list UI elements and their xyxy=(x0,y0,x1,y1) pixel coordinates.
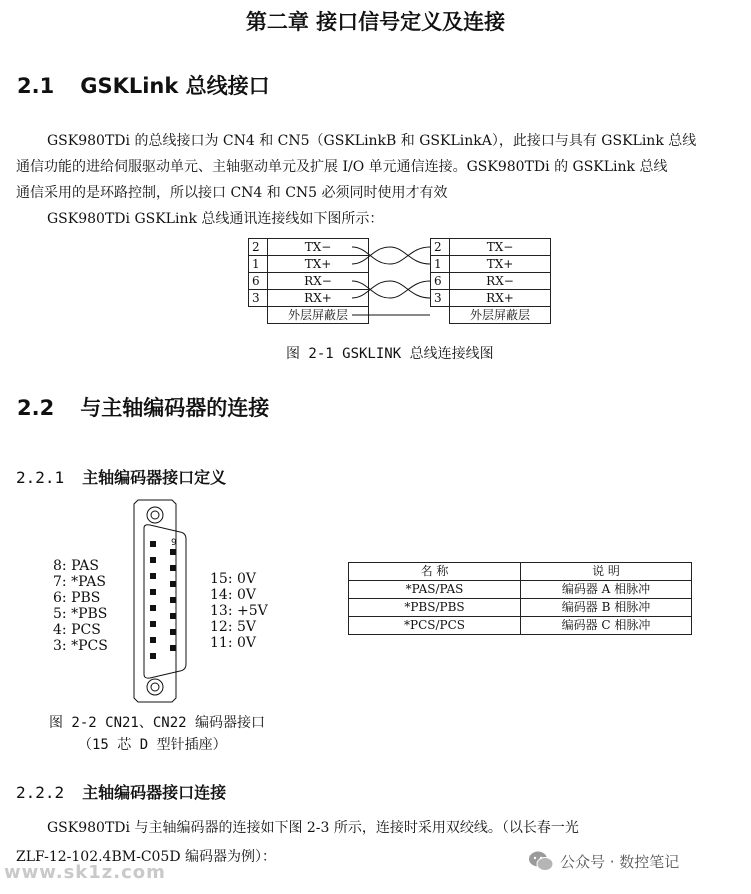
pin-label: 12: 5V xyxy=(210,619,256,635)
section-number: 2.2.2 xyxy=(16,783,65,802)
section-title: 主轴编码器接口连接 xyxy=(82,783,227,802)
pin-number: 6 xyxy=(431,273,450,290)
section-title: 主轴编码器接口定义 xyxy=(82,468,227,487)
paragraph-line: 通信采用的是环路控制，所以接口 CN4 和 CN5 必须同时使用才有效 xyxy=(16,185,448,201)
figure-caption: 图 2-2 CN21、CN22 编码器接口 xyxy=(49,715,266,731)
table-row xyxy=(349,581,692,599)
section-number: 2.2 xyxy=(17,396,55,420)
table-row xyxy=(349,617,692,635)
pin-label: 5: *PBS xyxy=(53,606,108,622)
db15-connector-icon xyxy=(120,498,210,708)
pin-number: 1 xyxy=(431,256,450,273)
pin-label: 14: 0V xyxy=(210,587,256,603)
pin-signal: TX+ xyxy=(268,256,369,273)
pin-label: 8: PAS xyxy=(53,558,99,574)
wechat-icon xyxy=(528,850,554,872)
section-2-2-1-heading xyxy=(16,465,226,488)
paragraph-line: 通信功能的进给伺服驱动单元、主轴驱动单元及扩展 I/O 单元通信连接。GSK980TDi 的 GSKLink 总线 xyxy=(16,159,668,175)
shield-cell: 外层屏蔽层 xyxy=(450,307,551,324)
pin-label: 7: *PAS xyxy=(53,574,106,590)
pin-number: 3 xyxy=(431,290,450,307)
paragraph-line: GSK980TDi 与主轴编码器的连接如下图 2-3 所示，连接时采用双绞线。（以长春一光 xyxy=(47,820,579,836)
pin-label: 3: *PCS xyxy=(53,638,108,654)
pin-signal: RX− xyxy=(268,273,369,290)
section-2-2-2-heading xyxy=(16,780,226,803)
pin-label: 6: PBS xyxy=(53,590,101,606)
pin-signal: TX− xyxy=(450,239,551,256)
pin-label: 15: 0V xyxy=(210,571,256,587)
column-header: 说 明 xyxy=(521,563,692,581)
section-title: 与主轴编码器的连接 xyxy=(80,396,270,420)
section-number: 2.1 xyxy=(17,74,55,98)
watermark xyxy=(528,850,679,872)
site-watermark: www.sk1z.com xyxy=(4,862,166,883)
paragraph-line: ZLF-12-102.4BM-C05D 编码器为例）： xyxy=(16,849,277,865)
table-cell: 编码器 B 相脉冲 xyxy=(521,599,692,617)
table-header-row xyxy=(349,563,692,581)
figure-caption: 图 2-1 GSKLINK 总线连接线图 xyxy=(286,346,494,362)
pin-label: 11: 0V xyxy=(210,635,256,651)
section-title: GSKLink 总线接口 xyxy=(80,74,270,98)
pin-number-label: 9 xyxy=(171,538,177,548)
pin-label: 13: +5V xyxy=(210,603,268,619)
paragraph-line: GSK980TDi GSKLink 总线通讯连接线如下图所示： xyxy=(47,211,384,227)
pin-number: 6 xyxy=(249,273,268,290)
table-row xyxy=(349,599,692,617)
chapter-title: 第二章 接口信号定义及连接 xyxy=(245,10,506,34)
pin-number: 3 xyxy=(249,290,268,307)
encoder-signal-table xyxy=(348,562,692,635)
section-2-2-heading xyxy=(17,392,269,422)
shield-cell: 外层屏蔽层 xyxy=(268,307,369,324)
pin-signal: RX+ xyxy=(268,290,369,307)
column-header: 名 称 xyxy=(349,563,521,581)
pin-label: 4: PCS xyxy=(53,622,101,638)
table-cell: *PBS/PBS xyxy=(349,599,521,617)
watermark-text: 公众号 · 数控笔记 xyxy=(560,852,680,871)
table-cell: *PAS/PAS xyxy=(349,581,521,599)
pin-number: 2 xyxy=(431,239,450,256)
table-cell: 编码器 A 相脉冲 xyxy=(521,581,692,599)
table-cell: *PCS/PCS xyxy=(349,617,521,635)
pin-signal: RX− xyxy=(450,273,551,290)
section-number: 2.2.1 xyxy=(16,468,65,487)
pin-number: 2 xyxy=(249,239,268,256)
pin-signal: TX+ xyxy=(450,256,551,273)
figure-caption-sub: （15 芯 D 型针插座） xyxy=(78,737,227,753)
pin-number: 1 xyxy=(249,256,268,273)
paragraph-line: GSK980TDi 的总线接口为 CN4 和 CN5（GSKLinkB 和 GSKLinkA），此接口与具有 GSKLink 总线 xyxy=(47,133,697,149)
pin-signal: RX+ xyxy=(450,290,551,307)
pin-signal: TX− xyxy=(268,239,369,256)
table-cell: 编码器 C 相脉冲 xyxy=(521,617,692,635)
